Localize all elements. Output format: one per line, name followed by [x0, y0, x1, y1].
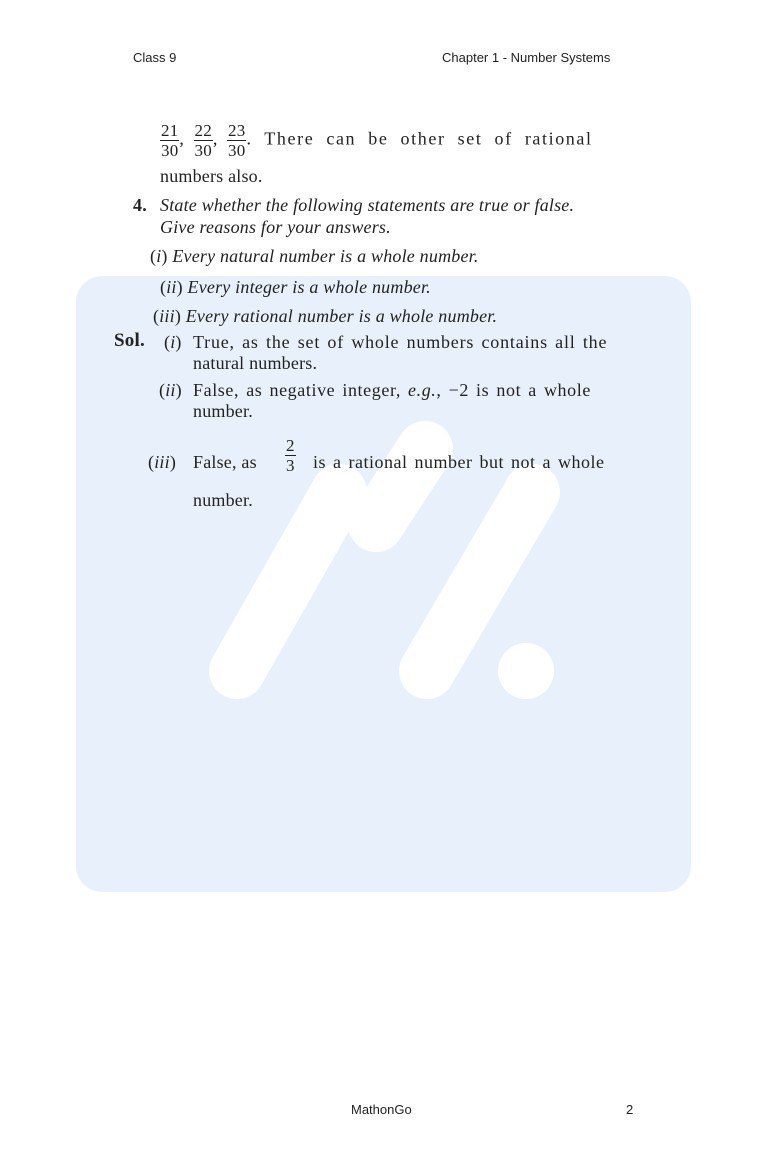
solution-label: Sol.: [114, 330, 145, 351]
fraction-22-30: $\frac{22}{30}$: [194, 121, 212, 160]
solution-item-iii-line1a: False, as: [193, 452, 257, 472]
question-number: 4.: [133, 195, 147, 215]
question-item-ii: (ii) Every integer is a whole number.: [160, 277, 431, 297]
solution-item-iii-line1b: is a rational number but not a whole: [313, 452, 605, 472]
solution-item-ii-line2: number.: [193, 401, 253, 421]
question-text-line2: Give reasons for your answers.: [160, 217, 391, 237]
footer-brand: MathonGo: [351, 1102, 412, 1117]
question-text-line1: State whether the following statements are true or false.: [160, 195, 575, 215]
header-chapter-title: Chapter 1 - Number Systems: [442, 50, 611, 65]
continuation-line2: numbers also.: [160, 166, 263, 186]
question-item-iii: (iii) Every rational number is a whole number.: [153, 306, 498, 326]
solution-item-i-line1: True, as the set of whole numbers contains all the: [193, 332, 608, 352]
solution-item-ii-label: (ii): [159, 380, 182, 400]
fraction-2-3: $\frac{2}{3}$: [286, 436, 295, 475]
solution-item-iii-line2: number.: [193, 490, 253, 510]
solution-item-ii-line1: False, as negative integer, e.g., −2 is not a whole: [193, 380, 591, 400]
fraction-21-30: $\frac{21}{30}$: [161, 121, 179, 160]
page-number: 2: [626, 1102, 634, 1117]
fraction-23-30: $\frac{23}{30}$: [228, 121, 246, 160]
solution-item-i-line2: natural numbers.: [193, 353, 318, 373]
solution-item-iii-label: (iii): [148, 452, 177, 472]
continuation-text: $\frac{21}{30}$ , $\frac{22}{30}$ , $\frac{23}{30}$ . There can be other set of rational: [161, 121, 593, 160]
question-item-i: (i) Every natural number is a whole number.: [150, 246, 479, 266]
solution-item-i-label: (i): [164, 332, 182, 352]
header-class-label: Class 9: [133, 50, 177, 65]
